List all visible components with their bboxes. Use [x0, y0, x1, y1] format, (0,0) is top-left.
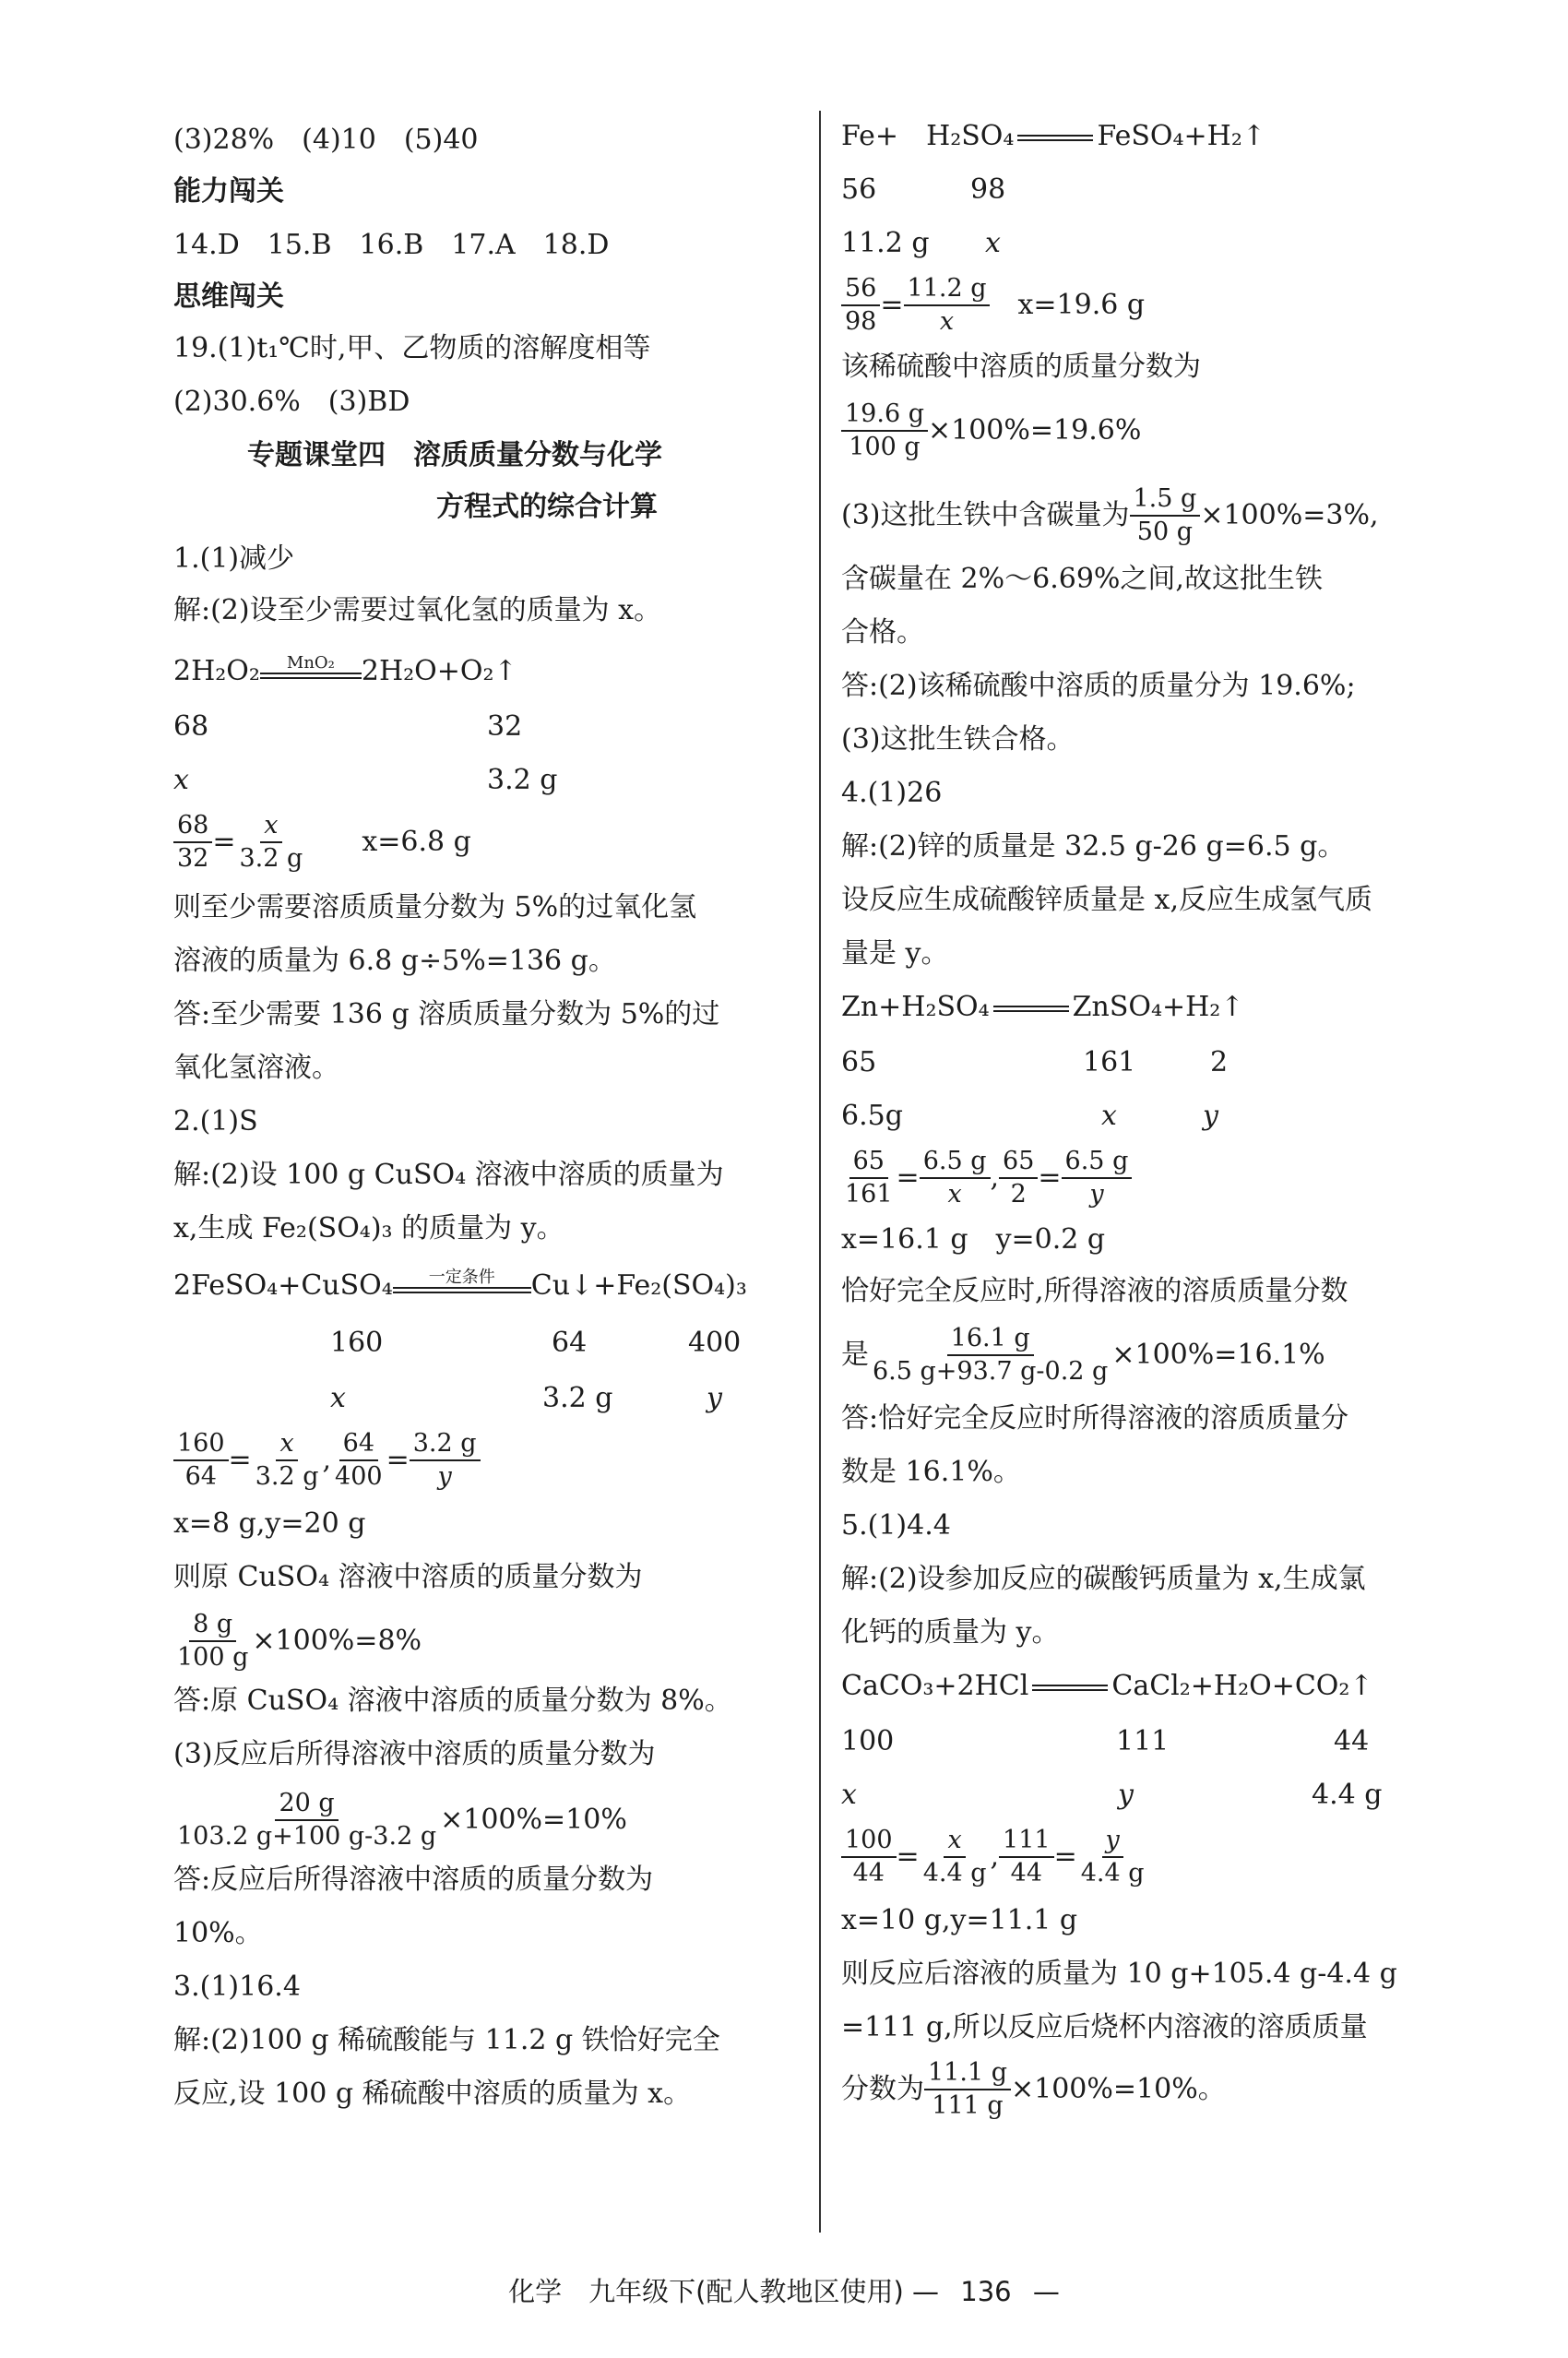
molar-mass: 44: [1334, 1725, 1370, 1757]
quantity: 6.5g: [841, 1100, 903, 1132]
proportion-equation: $\frac{56}{98}$ = $\frac{11.2 g}{x}$ x=19.6 g: [841, 273, 1145, 338]
variable: y: [1203, 1100, 1218, 1132]
quantity: 3.2 g: [487, 764, 558, 796]
answer-line: (3)28% (4)10 (5)40: [173, 124, 479, 156]
molar-mass: 111: [1116, 1725, 1170, 1757]
answer-line: 该稀硫酸中溶质的质量分数为: [841, 351, 1201, 383]
quantity: 11.2 g: [841, 227, 930, 259]
molar-mass: 400: [688, 1327, 742, 1359]
molar-mass: 2: [1210, 1046, 1229, 1078]
quantity: 3.2 g: [542, 1382, 613, 1414]
percent-calculation: $\frac{8 g}{100 g}$ ×100%=8%: [177, 1610, 422, 1672]
proportion-equation: $\frac{65}{161}$ = $\frac{6.5 g}{x}$ , $\frac{65}{2}$ = $\frac{6.5 g}{y}$: [841, 1146, 1132, 1210]
answer-line: (3)反应后所得溶液中溶质的质量分数为: [173, 1738, 656, 1770]
answer-line: (2)30.6% (3)BD: [173, 386, 410, 418]
section-heading: 能力闯关: [173, 175, 284, 208]
answer-line: 则原 CuSO₄ 溶液中溶质的质量分数为: [173, 1561, 643, 1593]
answer-line: 解:(2)设 100 g CuSO₄ 溶液中溶质的质量为: [173, 1159, 724, 1191]
reaction-condition: 一定条件: [428, 1268, 495, 1287]
answer-line: 答:反应后所得溶液中溶质的质量分数为: [173, 1864, 654, 1896]
answer-line: 氧化氢溶液。: [173, 1052, 339, 1084]
topic-title: 专题课堂四 溶质质量分数与化学: [247, 439, 662, 471]
variable: y: [707, 1382, 722, 1414]
chemical-equation: 2H₂O₂ MnO₂ 2H₂O+O₂↑: [173, 653, 517, 687]
answer-line: 则反应后溶液的质量为 10 g+105.4 g-4.4 g: [841, 1958, 1397, 1990]
quantity: 4.4 g: [1312, 1779, 1383, 1811]
answer-line: 3.(1)16.4: [173, 1971, 301, 2003]
molar-mass: 56: [841, 173, 877, 206]
topic-title: 方程式的综合计算: [436, 491, 658, 523]
molar-mass: 98: [970, 173, 1006, 206]
answer-line: 19.(1)t₁℃时,甲、乙物质的溶解度相等: [173, 332, 651, 364]
answer-line: 解:(2)锌的质量是 32.5 g-26 g=6.5 g。: [841, 830, 1346, 863]
percent-calculation: $\frac{19.6 g}{100 g}$ ×100%=19.6%: [841, 399, 1141, 463]
answer-line: x,生成 Fe₂(SO₄)₃ 的质量为 y。: [173, 1212, 564, 1244]
molar-mass: 100: [841, 1725, 895, 1757]
answer-line: 含碳量在 2%～6.69%之间,故这批生铁: [841, 563, 1323, 595]
proportion-equation: $\frac{100}{44}$ = $\frac{x}{4.4 g}$ , $\frac{111}{44}$ = $\frac{y}{4.4 g}$: [841, 1825, 1148, 1889]
footer-label: 化学 九年级下(配人教地区使用): [508, 2276, 904, 2307]
answer-line: =111 g,所以反应后烧杯内溶液的溶质质量: [841, 2011, 1368, 2043]
variable: y: [1118, 1779, 1134, 1811]
proportion-equation: $\frac{68}{32}$ = $\frac{x}{3.2 g}$ x=6.8 g: [173, 810, 471, 875]
answer-line: 数是 16.1%。: [841, 1456, 1021, 1488]
percent-calculation: $\frac{20 g}{103.2 g+100 g-3.2 g}$ ×100%=10%: [177, 1789, 627, 1851]
variable: x: [173, 764, 189, 796]
chemical-equation: 2FeSO₄+CuSO₄ 一定条件 Cu↓+Fe₂(SO₄)₃: [173, 1268, 747, 1302]
percent-calculation: 分数为 $\frac{11.1 g}{111 g}$ ×100%=10%。: [841, 2058, 1226, 2120]
answer-line: 5.(1)4.4: [841, 1509, 951, 1542]
answer-line: 反应,设 100 g 稀硫酸中溶质的质量为 x。: [173, 2078, 692, 2110]
answer-line: 答:原 CuSO₄ 溶液中溶质的质量分数为 8%。: [173, 1685, 732, 1717]
molar-mass: 64: [552, 1327, 588, 1359]
variable: x: [1101, 1100, 1117, 1132]
variable: x: [985, 227, 1001, 259]
answer-line: 1.(1)减少: [173, 542, 295, 575]
answer-line: 答:至少需要 136 g 溶质质量分数为 5%的过: [173, 998, 720, 1030]
answer-line: 4.(1)26: [841, 777, 943, 809]
chemical-equation: CaCO₃+2HCl CaCl₂+H₂O+CO₂↑: [841, 1670, 1373, 1702]
column-divider: [819, 111, 821, 2233]
answer-line: 量是 y。: [841, 937, 949, 970]
page-number: 136: [960, 2276, 1012, 2307]
percent-calculation: (3)这批生铁中含碳量为 $\frac{1.5 g}{50 g}$ ×100%=3%,: [841, 484, 1379, 546]
answer-line: 合格。: [841, 616, 924, 649]
answer-line: 解:(2)设至少需要过氧化氢的质量为 x。: [173, 594, 662, 626]
variable: x: [330, 1382, 346, 1414]
reaction-condition: MnO₂: [286, 653, 335, 673]
percent-calculation: 是 $\frac{16.1 g}{6.5 g+93.7 g-0.2 g}$ ×100%=16.1%: [841, 1324, 1325, 1386]
molar-mass: 160: [330, 1327, 384, 1359]
answer-line: 则至少需要溶质质量分数为 5%的过氧化氢: [173, 891, 697, 923]
molar-mass: 68: [173, 710, 209, 743]
answer-line: 设反应生成硫酸锌质量是 x,反应生成氢气质: [841, 884, 1372, 916]
page-footer: 化学 九年级下(配人教地区使用) — 136 —: [508, 2276, 1060, 2307]
chemical-equation: Zn+H₂SO₄ ZnSO₄+H₂↑: [841, 991, 1244, 1023]
answer-line: 解:(2)100 g 稀硫酸能与 11.2 g 铁恰好完全: [173, 2024, 720, 2056]
answer-line: 化钙的质量为 y。: [841, 1616, 1060, 1649]
answer-line: 恰好完全反应时,所得溶液的溶质质量分数: [841, 1275, 1348, 1307]
result: x=16.1 g y=0.2 g: [841, 1223, 1106, 1256]
answer-line: 溶液的质量为 6.8 g÷5%=136 g。: [173, 945, 616, 977]
answer-line: (3)这批生铁合格。: [841, 723, 1075, 756]
molar-mass: 65: [841, 1046, 877, 1078]
section-heading: 思维闯关: [173, 280, 284, 313]
result: x=8 g,y=20 g: [173, 1507, 366, 1540]
chemical-equation: Fe+ H₂SO₄ FeSO₄+H₂↑: [841, 120, 1266, 152]
molar-mass: 32: [487, 710, 523, 743]
proportion-equation: $\frac{160}{64}$ = $\frac{x}{3.2 g}$ , $\frac{64}{400}$ = $\frac{3.2 g}{y}$: [173, 1428, 481, 1493]
mc-answers: 14.D 15.B 16.B 17.A 18.D: [173, 229, 610, 261]
molar-mass: 161: [1083, 1046, 1136, 1078]
answer-line: 解:(2)设参加反应的碳酸钙质量为 x,生成氯: [841, 1563, 1366, 1595]
answer-line: 答:恰好完全反应时所得溶液的溶质质量分: [841, 1402, 1349, 1435]
answer-line: 答:(2)该稀硫酸中溶质的质量分为 19.6%;: [841, 670, 1356, 702]
result: x=10 g,y=11.1 g: [841, 1904, 1078, 1936]
variable: x: [841, 1779, 857, 1811]
answer-line: 2.(1)S: [173, 1105, 258, 1137]
answer-line: 10%。: [173, 1917, 263, 1949]
